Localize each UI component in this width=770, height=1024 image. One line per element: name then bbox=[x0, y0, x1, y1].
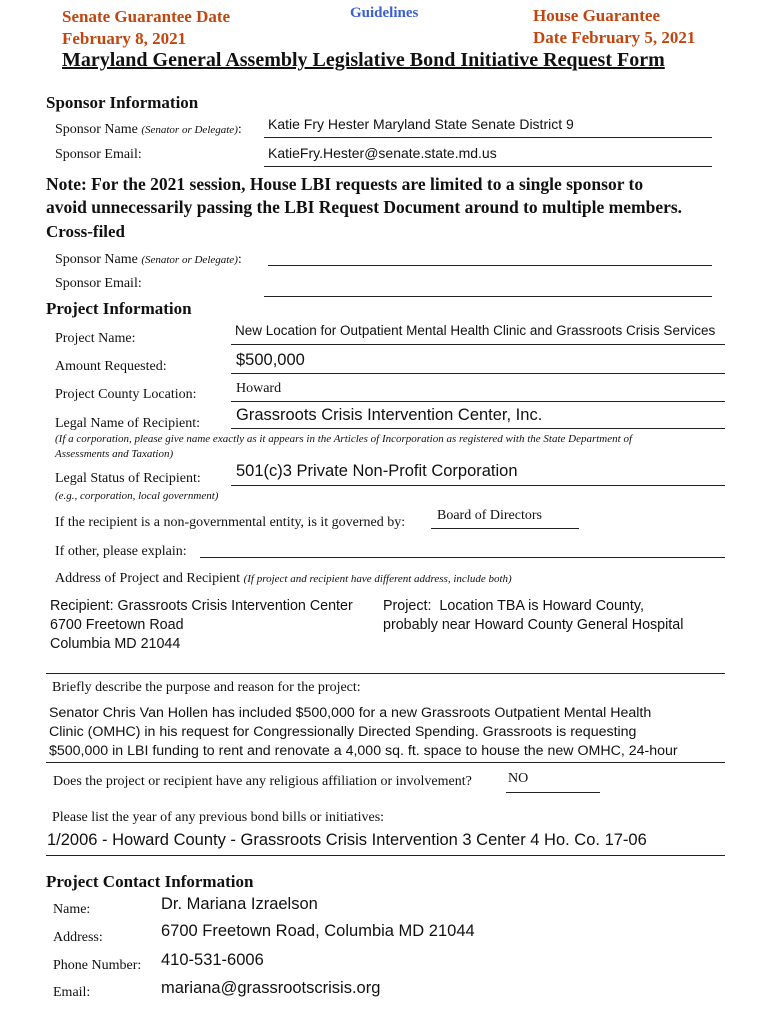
contact-name-field[interactable]: Dr. Mariana Izraelson bbox=[161, 895, 318, 913]
religious-underline bbox=[506, 792, 600, 793]
project-name-label: Project Name: bbox=[55, 331, 136, 346]
crossfiled-email-field[interactable] bbox=[264, 296, 712, 297]
contact-section-heading: Project Contact Information bbox=[46, 872, 254, 891]
legal-name-field[interactable]: Grassroots Crisis Intervention Center, Inc. bbox=[236, 406, 543, 424]
contact-address-field[interactable]: 6700 Freetown Road, Columbia MD 21044 bbox=[161, 922, 475, 940]
legal-status-field[interactable]: 501(c)3 Private Non-Profit Corporation bbox=[236, 462, 518, 480]
sponsor-name-underline bbox=[264, 137, 712, 138]
sponsor-email-field[interactable]: KatieFry.Hester@senate.state.md.us bbox=[268, 145, 497, 161]
crossfiled-email-label: Sponsor Email: bbox=[55, 276, 142, 291]
governed-by-field[interactable]: Board of Directors bbox=[437, 508, 542, 523]
previous-bonds-label: Please list the year of any previous bond bills or initiatives: bbox=[52, 810, 385, 825]
crossfiled-heading: Cross-filed bbox=[46, 222, 126, 241]
project-address-field[interactable]: Project: Location TBA is Howard County, probably near Howard County General Hospital bbox=[383, 598, 684, 633]
form-title: Maryland General Assembly Legislative Bond Initiative Request Form bbox=[62, 49, 665, 71]
address-underline bbox=[46, 673, 725, 674]
legal-status-note: (e.g., corporation, local government) bbox=[55, 490, 219, 502]
project-section-heading: Project Information bbox=[46, 299, 192, 318]
crossfiled-name-hint: (Senator or Delegate) bbox=[141, 254, 238, 266]
previous-bonds-field[interactable]: 1/2006 - Howard County - Grassroots Crisis Intervention 3 Center 4 Ho. Co. 17-06 bbox=[47, 831, 647, 849]
county-location-underline bbox=[231, 401, 725, 402]
governed-by-underline bbox=[431, 528, 579, 529]
governed-by-label: If the recipient is a non-governmental entity, is it governed by: bbox=[55, 515, 406, 530]
crossfiled-name-field[interactable] bbox=[268, 265, 712, 266]
legal-name-label: Legal Name of Recipient: bbox=[55, 416, 200, 431]
religious-field[interactable]: NO bbox=[508, 771, 529, 786]
contact-phone-field[interactable]: 410-531-6006 bbox=[161, 951, 264, 969]
contact-email-label: Email: bbox=[53, 985, 91, 1000]
purpose-label: Briefly describe the purpose and reason for the project: bbox=[52, 680, 361, 695]
sponsor-email-underline bbox=[264, 166, 712, 167]
legal-name-underline bbox=[231, 428, 725, 429]
address-hint: (If project and recipient have different address, include both) bbox=[243, 573, 512, 585]
legal-status-underline bbox=[231, 485, 725, 486]
previous-bonds-underline bbox=[46, 855, 725, 856]
legal-name-note: (If a corporation, please give name exactly as it appears in the Articles of Incorporation as registered with the State Department of Assessments and Taxation) bbox=[55, 433, 633, 460]
contact-phone-label: Phone Number: bbox=[53, 958, 142, 973]
sponsor-email-label: Sponsor Email: bbox=[55, 147, 142, 162]
crossfiled-name-label: Sponsor Name (Senator or Delegate): bbox=[55, 252, 242, 267]
county-location-label: Project County Location: bbox=[55, 387, 197, 402]
senate-guarantee-date: Senate Guarantee Date February 8, 2021 bbox=[62, 7, 231, 48]
county-location-field[interactable]: Howard bbox=[236, 381, 282, 396]
legal-status-label: Legal Status of Recipient: bbox=[55, 471, 201, 486]
guidelines-link[interactable]: Guidelines bbox=[350, 5, 419, 21]
project-name-underline bbox=[231, 344, 725, 345]
sponsor-note: Note: For the 2021 session, House LBI requests are limited to a single sponsor to avoid unnecessarily passing the LBI Request Document around to multiple members. bbox=[46, 174, 683, 217]
sponsor-name-field[interactable]: Katie Fry Hester Maryland State Senate District 9 bbox=[268, 116, 574, 132]
sponsor-name-hint: (Senator or Delegate) bbox=[141, 124, 238, 136]
address-label: Address of Project and Recipient (If project and recipient have different address, include both) bbox=[55, 571, 512, 586]
recipient-address-field[interactable]: Recipient: Grassroots Crisis Intervention Center 6700 Freetown Road Columbia MD 21044 bbox=[50, 598, 353, 652]
other-explain-label: If other, please explain: bbox=[55, 544, 187, 559]
other-explain-field[interactable] bbox=[200, 557, 725, 558]
religious-label: Does the project or recipient have any religious affiliation or involvement? bbox=[53, 774, 472, 789]
project-name-field[interactable]: New Location for Outpatient Mental Health Clinic and Grassroots Crisis Services bbox=[235, 323, 716, 338]
contact-name-label: Name: bbox=[53, 902, 91, 917]
purpose-underline bbox=[46, 762, 725, 763]
sponsor-name-label: Sponsor Name (Senator or Delegate): bbox=[55, 122, 242, 137]
contact-address-label: Address: bbox=[53, 930, 103, 945]
purpose-field[interactable]: Senator Chris Van Hollen has included $500,000 for a new Grassroots Outpatient Mental Health Clinic (OMHC) in his request for Congressionally Directed Spending. Grassroots is requesting $500,000 in LBI funding to rent and renovate a 4,000 sq. ft. space to house the new OMHC, 24-hour bbox=[49, 705, 678, 759]
house-guarantee-date: House Guarantee Date February 5, 2021 bbox=[533, 6, 696, 47]
sponsor-section-heading: Sponsor Information bbox=[46, 93, 199, 112]
amount-requested-underline bbox=[231, 373, 725, 374]
contact-email-field[interactable]: mariana@grassrootscrisis.org bbox=[161, 979, 381, 997]
amount-requested-label: Amount Requested: bbox=[55, 359, 167, 374]
amount-requested-field[interactable]: $500,000 bbox=[236, 351, 305, 369]
